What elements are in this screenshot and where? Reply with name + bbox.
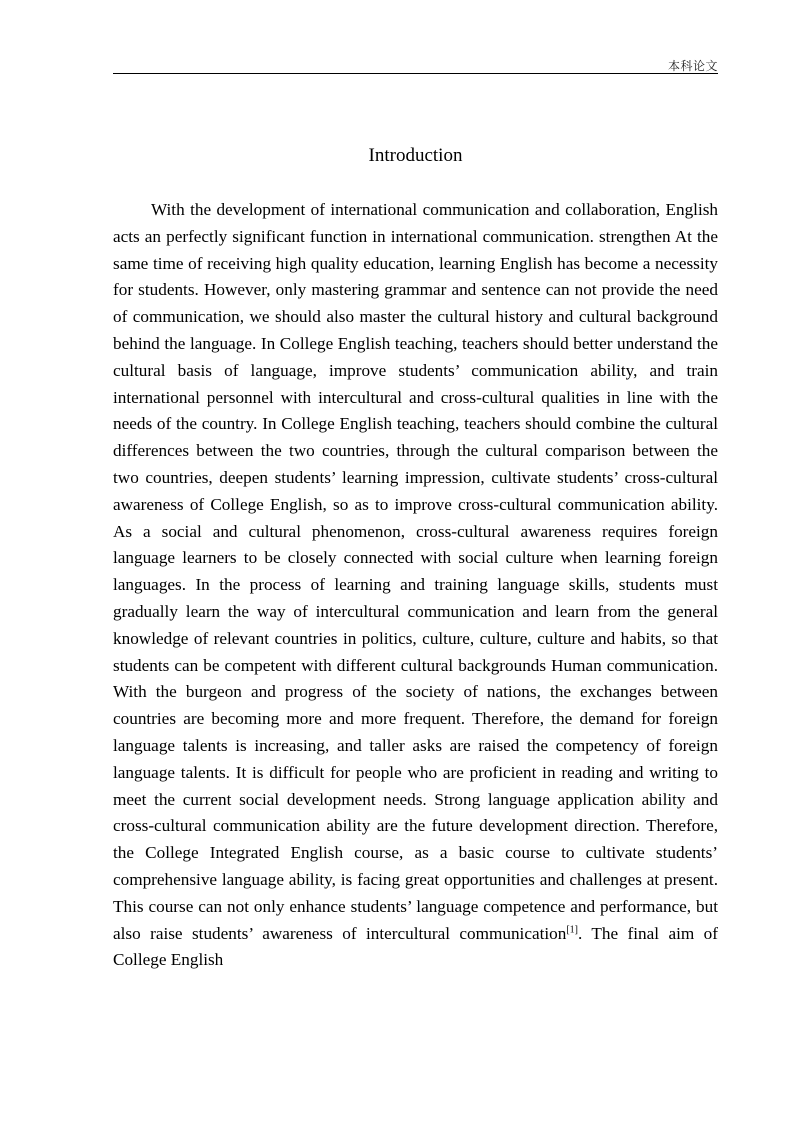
paragraph-text: With the development of international communication and collaboration, English acts an perfectly significant function in international communication. strengthen At the same time of receiving high quality education, learning English has become a necessity for students. However, only mastering grammar and sentence can not provide the need of communication, we should also master the cultural history and cultural background behind the language. In College English teaching, teachers should better understand the cultural basis of language, improve students’ communication ability, and train international personnel with intercultural and cross-cultural qualities in line with the needs of the country. In College English teaching, teachers should combine the cultural differences between the two countries, through the cultural comparison between the two countries, deepen students’ learning impression, cultivate students’ cross-cultural awareness of College English, so as to improve cross-cultural communication ability. As a social and cultural phenomenon, cross-cultural awareness requires foreign language learners to be closely connected with social culture when learning foreign languages. In the process of learning and training language skills, students must gradually learn the way of intercultural communication and learn from the general knowledge of relevant countries in politics, culture, culture, culture and habits, so that students can be competent with different cultural backgrounds Human communication. With the burgeon and progress of the society of nations, the exchanges between countries are becoming more and more frequent. Therefore, the demand for foreign language talents is increasing, and taller asks are raised the competency of foreign language talents. It is difficult for people who are proficient in reading and writing to meet the current social development needs. Strong language application ability and cross-cultural communication ability are the future development direction. Therefore, the College Integrated English course, as a basic course to cultivate students’ comprehensive language ability, is facing great opportunities and challenges at present. This course can not only enhance students’ language competence and performance, but also raise students’ awareness of intercultural communication	[113, 200, 718, 943]
citation-marker: [1]	[566, 923, 578, 935]
header-rule	[113, 73, 718, 74]
section-title: Introduction	[368, 145, 463, 166]
running-header: 本科论文	[667, 59, 718, 73]
paragraph-text-continued: . The final aim of College English	[113, 923, 719, 970]
body-paragraph	[113, 197, 718, 974]
